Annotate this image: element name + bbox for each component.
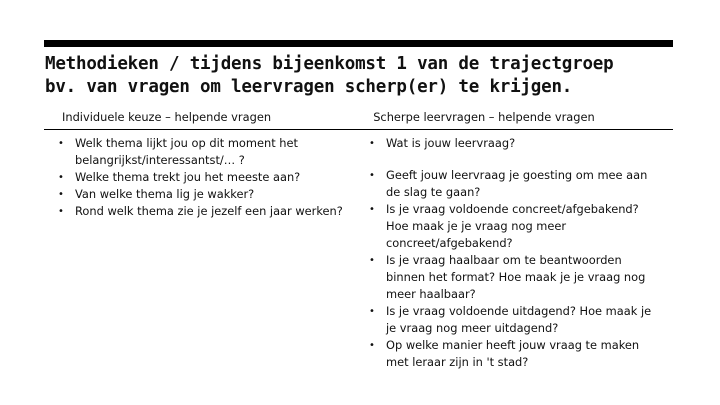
right-question-item-line: je vraag nog meer uitdagend? — [386, 321, 559, 335]
right-question-item-line: de slag te gaan? — [386, 185, 481, 199]
bullet-icon: • — [369, 255, 375, 266]
questions-table — [44, 105, 673, 371]
right-question-item — [367, 135, 665, 152]
right-question-item-line: Hoe maak je je vraag nog meer — [386, 219, 567, 233]
left-column — [44, 135, 355, 371]
bullet-icon: • — [58, 206, 64, 217]
right-column-header: Scherpe leervragen – helpende vragen — [373, 110, 595, 124]
right-question-item-line: met leraar zijn in 't stad? — [386, 355, 529, 369]
bullet-icon: • — [369, 340, 375, 351]
bullet-icon: • — [58, 172, 64, 183]
left-question-item-line: belangrijkst/interessantst/… ? — [75, 153, 245, 167]
right-question-item-line: meer haalbaar? — [386, 287, 476, 301]
bullet-icon: • — [369, 138, 375, 149]
right-question-item-line: Wat is jouw leervraag? — [386, 136, 516, 150]
right-question-item-line: Is je vraag voldoende concreet/afgebakend? — [386, 202, 639, 216]
left-question-item — [56, 135, 346, 169]
right-question-item-line: Geeft jouw leervraag je goesting om mee aan — [386, 168, 648, 182]
right-question-item — [367, 167, 665, 201]
left-question-item — [56, 186, 346, 203]
left-question-item — [56, 169, 346, 186]
right-column — [355, 135, 673, 371]
left-column-header: Individuele keuze – helpende vragen — [62, 110, 272, 124]
right-question-item-line: binnen het format? Hoe maak je je vraag nog — [386, 270, 646, 284]
table-body-row — [44, 130, 673, 371]
right-question-list — [355, 135, 665, 371]
right-question-item — [367, 303, 665, 337]
bullet-icon: • — [369, 306, 375, 317]
left-question-item-line: Van welke thema lig je wakker? — [75, 187, 255, 201]
right-question-item — [367, 337, 665, 371]
right-question-item — [367, 201, 665, 252]
left-question-item-line: Welke thema trekt jou het meeste aan? — [75, 170, 301, 184]
right-question-item — [367, 252, 665, 303]
left-question-item-line: Welk thema lijkt jou op dit moment het — [75, 136, 298, 150]
title-line-2: bv. van vragen om leervragen scherp(er) te krijgen. — [45, 77, 573, 97]
left-question-list — [44, 135, 346, 220]
left-question-item — [56, 203, 346, 220]
right-question-item-line: concreet/afgebakend? — [386, 236, 513, 250]
bullet-icon: • — [58, 189, 64, 200]
right-question-item-line: Is je vraag voldoende uitdagend? Hoe maak je — [386, 304, 652, 318]
table-header-row — [44, 105, 673, 130]
left-question-item-line: Rond welk thema zie je jezelf een jaar werken? — [75, 204, 343, 218]
page-title — [45, 53, 705, 99]
title-line-1: Methodieken / tijdens bijeenkomst 1 van de trajectgroep — [45, 54, 614, 74]
bullet-icon: • — [58, 138, 64, 149]
bullet-icon: • — [369, 170, 375, 181]
title-accent-bar — [44, 40, 673, 47]
right-question-item-line: Op welke manier heeft jouw vraag te maken — [386, 338, 640, 352]
right-question-item-line: Is je vraag haalbaar om te beantwoorden — [386, 253, 622, 267]
bullet-icon: • — [369, 204, 375, 215]
